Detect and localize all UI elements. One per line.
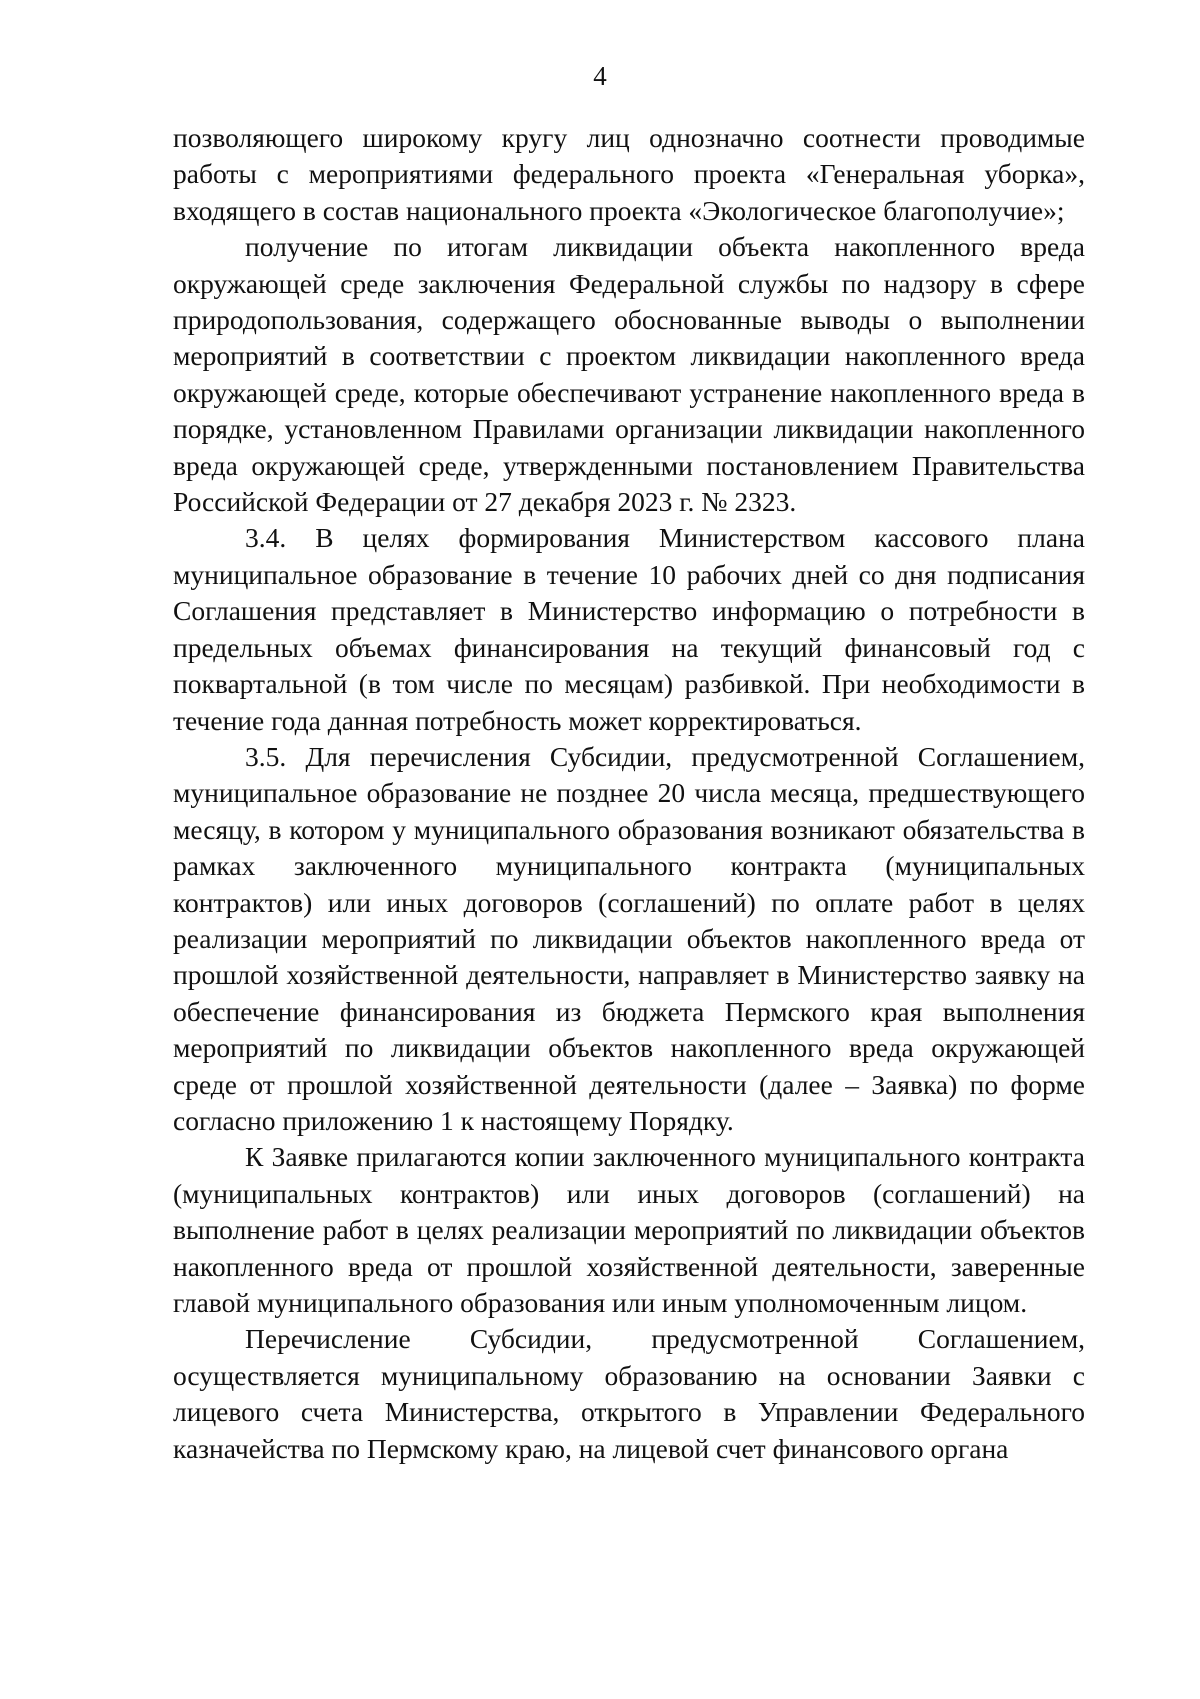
paragraph-attachments: К Заявке прилагаются копии заключенного муниципального контракта (муниципальных контрактов) или иных договоров (соглашений) на выполнение работ в целях реализации мероприятий по ликвидации объектов накопленного вреда от прошлой хозяйственной деятельности, заверенные главой муниципального образования или иным уполномоченным лицом.: [173, 1141, 1085, 1318]
document-body: [173, 120, 1085, 1467]
page-number: 4: [593, 61, 607, 91]
paragraph-transfer: Перечисление Субсидии, предусмотренной Соглашением, осуществляется муниципальному образованию на основании Заявки с лицевого счета Министерства, открытого в Управлении Федерального казначейства по Пермскому краю, на лицевой счет финансового органа: [173, 1323, 1085, 1464]
paragraph-conclusion: получение по итогам ликвидации объекта накопленного вреда окружающей среде заключения Федеральной службы по надзору в сфере природопользования, содержащего обоснованные выводы о выполнении мероприятий в соответствии с проектом ликвидации накопленного вреда окружающей среде, которые обеспечивают устранение накопленного вреда в порядке, установленном Правилами организации ликвидации накопленного вреда окружающей среде, утвержденными постановлением Правительства Российской Федерации от 27 декабря 2023 г. № 2323.: [173, 231, 1085, 518]
paragraph-continuation: позволяющего широкому кругу лиц однозначно соотнести проводимые работы с мероприятиями федерального проекта «Генеральная уборка», входящего в состав национального проекта «Экологическое благополучие»;: [173, 122, 1085, 226]
paragraph-3-5: 3.5. Для перечисления Субсидии, предусмотренной Соглашением, муниципальное образование не позднее 20 числа месяца, предшествующего месяцу, в котором у муниципального образования возникают обязательства в рамках заключенного муниципального контракта (муниципальных контрактов) или иных договоров (соглашений) по оплате работ в целях реализации мероприятий по ликвидации объектов накопленного вреда от прошлой хозяйственной деятельности, направляет в Министерство заявку на обеспечение финансирования из бюджета Пермского края выполнения мероприятий по ликвидации объектов накопленного вреда окружающей среде от прошлой хозяйственной деятельности (далее – Заявка) по форме согласно приложению 1 к настоящему Порядку.: [173, 740, 1085, 1136]
paragraph-3-4: 3.4. В целях формирования Министерством кассового плана муниципальное образование в течение 10 рабочих дней со дня подписания Соглашения представляет в Министерство информацию о потребности в предельных объемах финансирования на текущий финансовый год с поквартальной (в том числе по месяцам) разбивкой. При необходимости в течение года данная потребность может корректироваться.: [173, 522, 1085, 736]
